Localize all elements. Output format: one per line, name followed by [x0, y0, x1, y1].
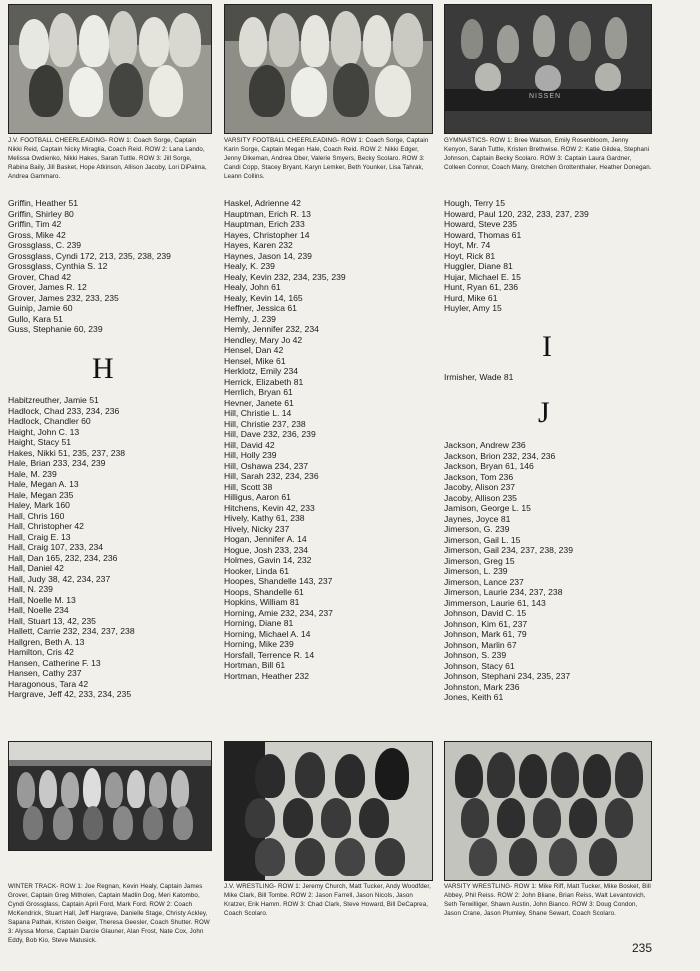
index-entry: Hall, Chris 160	[8, 510, 65, 521]
index-entry: Hill, Oshawa 234, 237	[224, 460, 309, 471]
index-entry: Johnson, Marlin 67	[444, 639, 517, 650]
index-entry: Johnson, Mark 61, 79	[444, 629, 527, 639]
winter-track-photo	[8, 741, 212, 851]
index-entry: Herrlich, Bryan 61	[224, 387, 293, 397]
index-entry: Healy, K. 239	[224, 261, 275, 271]
index-column-1-g	[8, 198, 171, 335]
varsity-wrestling-caption: VARSITY WRESTLING- ROW 1: Mike Riff, Matt Tucker, Mike Bosket, Bill Abbey, Phil Reiss. ROW 2: John Bliane, Brian Reiss, Walt Levantovich, Seth Terwilliger, Shawn Austin, John Bianco. ROW 3: Doug Condon, Jason Crane, Jason Plumley, Shane Sewart, Coach Scolaro.	[444, 883, 651, 917]
index-column-3-h	[444, 198, 589, 314]
index-entry: Gullo, Kara 51	[8, 313, 63, 324]
section-letter-i: I	[542, 330, 552, 363]
index-entry: Haley, Mark 160	[8, 500, 70, 510]
index-entry: Healy, Kevin 14, 165	[224, 292, 303, 303]
index-entry: Hill, Sarah 232, 234, 236	[224, 471, 319, 481]
index-entry: Hitchens, Kevin 42, 233	[224, 502, 315, 513]
index-entry: Hemly, J. 239	[224, 313, 276, 324]
index-entry: Hogue, Josh 233, 234	[224, 544, 309, 555]
index-entry: Hale, Megan A. 13	[8, 479, 79, 489]
index-entry: Heffner, Jessica 61	[224, 303, 297, 313]
index-entry: Griffin, Heather 51	[8, 198, 79, 208]
index-entry: Jimerson, Gail 234, 237, 238, 239	[444, 545, 573, 555]
index-entry: Jimmerson, Laurie 61, 143	[444, 597, 546, 608]
gymnastics-photo	[444, 4, 652, 134]
index-entry: Hill, Dave 232, 236, 239	[224, 429, 316, 439]
index-entry: Johnson, Stephani 234, 235, 237	[444, 671, 571, 681]
jv-football-cheerleading-photo	[8, 4, 212, 134]
index-entry: Grossglass, Cynthia S. 12	[8, 261, 108, 271]
index-entry: Hall, Stuart 13, 42, 235	[8, 615, 96, 626]
index-entry: Hooker, Linda 61	[224, 565, 289, 576]
index-entry: Huyler, Amy 15	[444, 303, 502, 313]
index-entry: Hall, N. 239	[8, 584, 53, 594]
index-entry: Hevner, Janete 61	[224, 397, 294, 408]
index-entry: Jimerson, G. 239	[444, 524, 510, 534]
index-entry: Hall, Judy 38, 42, 234, 237	[8, 573, 111, 584]
gymnastics-caption: GYMNASTICS- ROW 1: Bree Watson, Emily Rosenbloom, Jenny Kenyon, Sarah Tuttle, Kristen Brethwise. ROW 2: Katie Gildea, Stephani Johnson, Captain Becky Scolaro. ROW 3: Captain Laura Gardner, Colleen Connor, Coach Many, Gretchen Grottenthaler, Heather Donegan.	[444, 137, 652, 171]
index-entry: Hill, Holly 239	[224, 450, 277, 460]
index-entry: Hilligus, Aaron 61	[224, 492, 291, 502]
index-entry: Hensel, Dan 42	[224, 345, 284, 355]
index-entry: Guinip, Jamie 60	[8, 303, 73, 313]
index-entry: Jacoby, Alison 237	[444, 482, 516, 492]
index-entry: Hale, Megan 235	[8, 489, 74, 500]
index-entry: Jackson, Tom 236	[444, 471, 514, 482]
index-entry: Johnson, Stacy 61	[444, 660, 515, 671]
index-entry: Hamilton, Cris 42	[8, 647, 74, 657]
jv-football-cheerleading-caption: J.V. FOOTBALL CHEERLEADING- ROW 1: Coach Sorge, Captain Nikki Reid, Captain Nicky Miraglia, Coach Reid. ROW 2: Lana Lando, Melissa Owdienko, Nikki Hakes, Sarah Tuttle. ROW 3: Jill Sorge, Rabina Baily, Jill Basket, Hope Atkinson, Allison Jacoby, Lori DiPalma, Andrea Gammaro.	[8, 137, 207, 180]
index-entry: Howard, Steve 235	[444, 219, 518, 229]
index-entry: Huggler, Diane 81	[444, 261, 513, 271]
index-entry: Holmes, Gavin 14, 232	[224, 555, 312, 565]
index-entry: Hoyt, Rick 81	[444, 250, 496, 261]
index-entry: Jamison, George L. 15	[444, 503, 531, 513]
index-entry: Hayes, Christopher 14	[224, 229, 310, 240]
index-entry: Hujar, Michael E. 15	[444, 271, 521, 282]
index-entry: Jimerson, L. 239	[444, 566, 508, 576]
index-entry: Grossglass, C. 239	[8, 240, 82, 250]
varsity-football-cheerleading-caption: VARSITY FOOTBALL CHEERLEADING- ROW 1: Coach Sorge, Captain Karin Sorge, Captain Megan Hale, Coach Reid. ROW 2: Nikki Edger, Jenny Dikeman, Andrea Ober, Valerie Smyers, Becky Scolaro. ROW 3: Candi Copp, Stacey Bryant, Karyn Lemker, Beth Younker, Lisa Tahrak, Leann Collins.	[224, 137, 429, 180]
index-entry: Hadlock, Chandler 60	[8, 416, 91, 426]
index-entry: Haight, Stacy 51	[8, 437, 72, 447]
index-entry: Hauptman, Erich R. 13	[224, 208, 311, 219]
index-entry: Hill, Christie L. 14	[224, 408, 292, 418]
index-entry: Hively, Kathy 61, 238	[224, 513, 305, 523]
index-entry: Johnston, Mark 236	[444, 681, 520, 692]
index-entry: Hively, Nicky 237	[224, 523, 290, 534]
index-entry: Hill, David 42	[224, 439, 275, 450]
index-entry: Jacoby, Allison 235	[444, 492, 517, 503]
index-entry: Hale, M. 239	[8, 468, 57, 479]
index-entry: Hall, Noelle M. 13	[8, 594, 76, 605]
index-entry: Irmisher, Wade 81	[444, 372, 514, 382]
varsity-wrestling-photo	[444, 741, 652, 881]
index-entry: Haskel, Adrienne 42	[224, 198, 301, 208]
index-entry: Hurd, Mike 61	[444, 292, 498, 303]
index-entry: Grover, James 232, 233, 235	[8, 292, 119, 303]
index-entry: Jimerson, Gail L. 15	[444, 534, 521, 545]
index-entry: Hadlock, Chad 233, 234, 236	[8, 405, 120, 416]
index-entry: Horsfall, Terrence R. 14	[224, 649, 315, 660]
index-entry: Hale, Brian 233, 234, 239	[8, 458, 106, 468]
index-column-3-j	[444, 440, 573, 703]
jv-wrestling-caption: J.V. WRESTLING- ROW 1: Jeremy Church, Matt Tucker, Andy Woodfder, Mike Clark, Bill Tombe. ROW 2: Jason Farrell, Jason Nicols, Jason Kratzer, Erik Hamm. ROW 3: Chad Clark, Steve Howard, Bill DeCaprea, Coach Scolaro.	[224, 883, 431, 917]
index-entry: Hayes, Karen 232	[224, 240, 293, 250]
index-entry: Habitzreuther, Jamie 51	[8, 395, 99, 405]
index-entry: Hansen, Cathy 237	[8, 668, 82, 678]
index-entry: Hargrave, Jeff 42, 233, 234, 235	[8, 689, 132, 699]
index-entry: Gross, Mike 42	[8, 229, 66, 240]
index-entry: Griffin, Tim 42	[8, 219, 62, 229]
index-entry: Hill, Christie 237, 238	[224, 418, 306, 429]
index-entry: Hill, Scott 38	[224, 481, 273, 492]
index-entry: Hoopes, Shandelle 143, 237	[224, 576, 333, 586]
jv-wrestling-photo	[224, 741, 433, 881]
index-entry: Hansen, Catherine F. 13	[8, 657, 101, 668]
index-entry: Jimerson, Laurie 234, 237, 238	[444, 587, 563, 597]
index-entry: Guss, Stephanie 60, 239	[8, 324, 103, 334]
index-entry: Hortman, Bill 61	[224, 660, 286, 670]
index-entry: Jackson, Brion 232, 234, 236	[444, 450, 556, 461]
index-entry: Horning, Diane 81	[224, 618, 294, 628]
index-column-2	[224, 198, 346, 681]
index-entry: Griffin, Shirley 80	[8, 208, 74, 219]
index-entry: Horning, Mike 239	[224, 639, 294, 649]
index-entry: Johnson, David C. 15	[444, 608, 527, 618]
index-entry: Hallett, Carrie 232, 234, 237, 238	[8, 626, 135, 636]
index-entry: Hall, Craig E. 13	[8, 531, 71, 542]
index-entry: Horning, Amie 232, 234, 237	[224, 607, 333, 618]
index-entry: Hough, Terry 15	[444, 198, 505, 208]
index-entry: Jimerson, Greg 15	[444, 555, 515, 566]
index-entry: Grover, James R. 12	[8, 282, 87, 292]
index-entry: Horning, Michael A. 14	[224, 628, 311, 639]
index-entry: Jackson, Bryan 61, 146	[444, 461, 534, 471]
page-number: 235	[631, 941, 652, 955]
index-entry: Healy, John 61	[224, 282, 281, 292]
index-entry: Hall, Daniel 42	[8, 563, 64, 573]
index-entry: Hakes, Nikki 51, 235, 237, 238	[8, 447, 126, 458]
index-entry: Johnson, S. 239	[444, 650, 507, 660]
index-entry: Hallgren, Beth A. 13	[8, 636, 85, 647]
index-entry: Hogan, Jennifer A. 14	[224, 534, 307, 544]
index-entry: Hunt, Ryan 61, 236	[444, 282, 519, 292]
nissen-banner: NISSEN	[529, 93, 562, 100]
index-entry: Hall, Noelle 234	[8, 605, 69, 615]
index-entry: Grover, Chad 42	[8, 271, 72, 282]
index-entry: Haragonous, Tara 42	[8, 678, 89, 689]
index-entry: Haight, John C. 13	[8, 426, 80, 437]
index-entry: Hauptman, Erich 233	[224, 219, 305, 229]
section-letter-h: H	[92, 352, 114, 385]
index-entry: Hall, Dan 165, 232, 234, 236	[8, 552, 118, 563]
index-entry: Hall, Christopher 42	[8, 521, 84, 531]
index-entry: Herklotz, Emily 234	[224, 366, 299, 376]
index-entry: Hall, Craig 107, 233, 234	[8, 542, 104, 552]
index-entry: Johnson, Kim 61, 237	[444, 618, 528, 629]
index-entry: Hopkins, William 81	[224, 597, 300, 607]
index-entry: Hoyt, Mr. 74	[444, 240, 491, 250]
index-column-3-i	[444, 372, 513, 383]
index-entry: Haynes, Jason 14, 239	[224, 250, 312, 261]
index-column-1-h	[8, 395, 135, 700]
index-entry: Hemly, Jennifer 232, 234	[224, 324, 319, 334]
index-entry: Hoops, Shandelle 61	[224, 586, 304, 597]
index-entry: Jackson, Andrew 236	[444, 440, 526, 450]
section-letter-j: J	[538, 396, 550, 429]
index-entry: Hendley, Mary Jo 42	[224, 334, 303, 345]
index-entry: Hortman, Heather 232	[224, 670, 310, 681]
index-entry: Jaynes, Joyce 81	[444, 513, 511, 524]
index-entry: Healy, Kevin 232, 234, 235, 239	[224, 271, 346, 282]
index-entry: Jones, Keith 61	[444, 692, 504, 702]
index-entry: Howard, Paul 120, 232, 233, 237, 239	[444, 208, 589, 219]
winter-track-caption: WINTER TRACK- ROW 1: Joe Regnan, Kevin Healy, Captain James Grover, Captain Greg Mitholen, Captain Madlin Dog, Meri Katombo, Cyndi Grossglass, Captain April Ford, Mark Ford. ROW 2: Coach McKendrick, Stuart Hall, Jeff Hargrave, Danielle Stage, Christy Ackley, Sapana Pathak, Kristen Geiger, Theresa Geesler, Coach Shutter. ROW 3: Alyssa Morse, Captain Darcie Glauner, Alan Frost, Nate Cox, John Eddy, Bob Kio, Steve Matusick.	[8, 883, 210, 944]
index-entry: Howard, Thomas 61	[444, 229, 522, 240]
index-entry: Grossglass, Cyndi 172, 213, 235, 238, 239	[8, 250, 171, 261]
index-entry: Hensel, Mike 61	[224, 355, 286, 366]
index-entry: Jimerson, Lance 237	[444, 576, 524, 587]
varsity-football-cheerleading-photo	[224, 4, 433, 134]
index-entry: Herrick, Elizabeth 81	[224, 376, 304, 387]
